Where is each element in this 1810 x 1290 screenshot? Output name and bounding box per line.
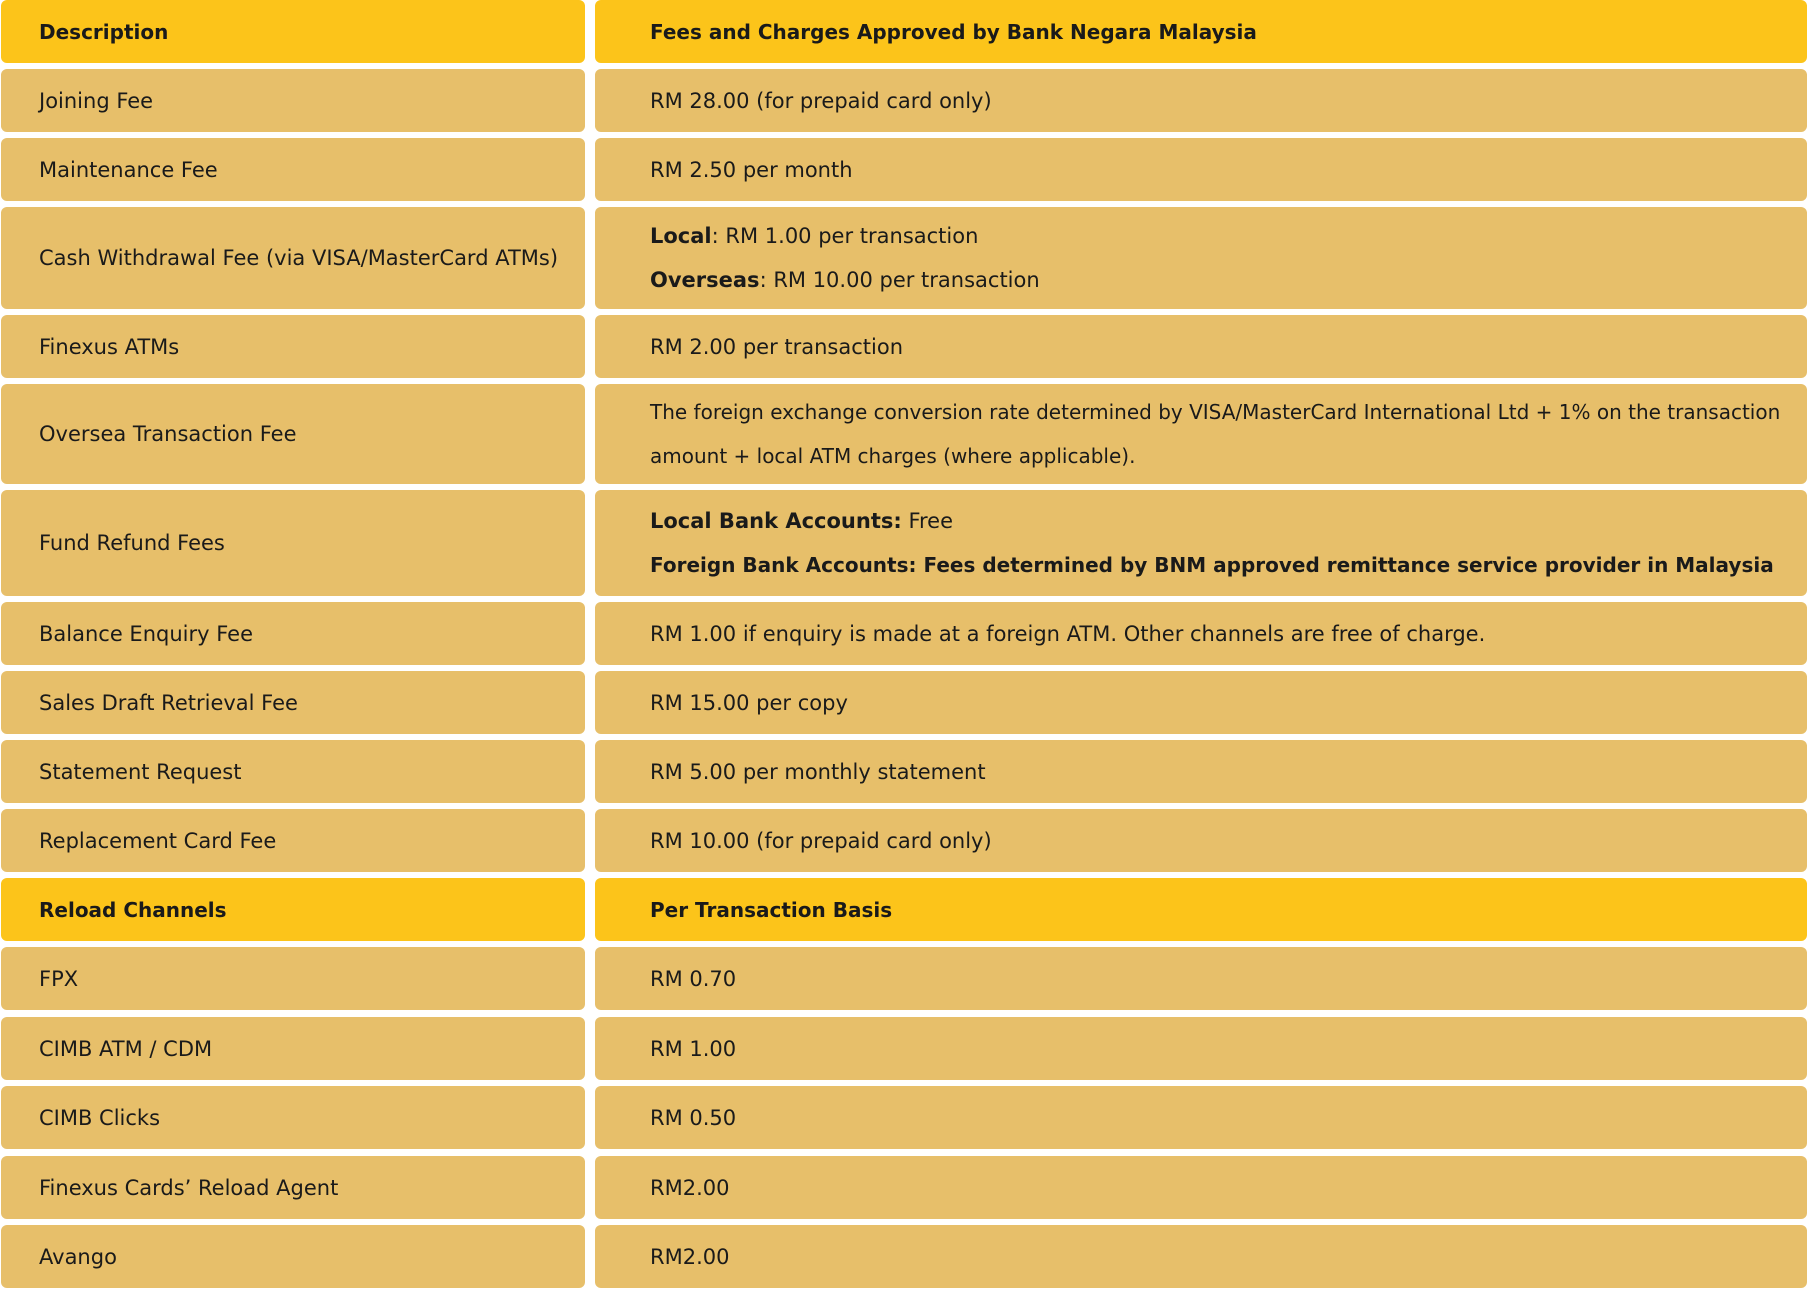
- joining-fee-value: RM 28.00 (for prepaid card only): [595, 69, 1807, 132]
- finexus-atms-label: Finexus ATMs: [1, 315, 585, 378]
- table-row: [0, 315, 1810, 378]
- balance-enquiry-fee-label: Balance Enquiry Fee: [1, 602, 585, 665]
- replacement-card-fee-label: Replacement Card Fee: [1, 809, 585, 872]
- cimb-clicks-label: CIMB Clicks: [1, 1086, 585, 1149]
- cimb-atm-cdm-label: CIMB ATM / CDM: [1, 1017, 585, 1080]
- fpx-value: RM 0.70: [595, 947, 1807, 1010]
- replacement-card-fee-value: RM 10.00 (for prepaid card only): [595, 809, 1807, 872]
- reload-agent-value: RM2.00: [595, 1156, 1807, 1219]
- description-header: Description: [1, 0, 585, 63]
- oversea-transaction-fee-label: Oversea Transaction Fee: [1, 384, 585, 484]
- overseas-label: Overseas: [650, 268, 760, 292]
- local-label: Local: [650, 224, 712, 248]
- finexus-atms-value: RM 2.00 per transaction: [595, 315, 1807, 378]
- reload-channels-header: Reload Channels: [1, 878, 585, 941]
- avango-label: Avango: [1, 1225, 585, 1288]
- table-row: [0, 671, 1810, 734]
- reload-agent-label: Finexus Cards’ Reload Agent: [1, 1156, 585, 1219]
- maintenance-fee-label: Maintenance Fee: [1, 138, 585, 201]
- fund-refund-fees-value: [595, 490, 1807, 596]
- table-row: [0, 490, 1810, 596]
- table-row: [0, 602, 1810, 665]
- local-value: : RM 1.00 per transaction: [711, 224, 979, 248]
- oversea-line-2: amount + local ATM charges (where applicable).: [650, 444, 1136, 468]
- local-bank-accounts-value: Free: [901, 509, 954, 533]
- table-row: [0, 1017, 1810, 1080]
- cash-withdrawal-fee-value: [595, 207, 1807, 309]
- table-row: [0, 69, 1810, 132]
- local-bank-accounts-label: Local Bank Accounts:: [650, 509, 902, 533]
- table-row: [0, 138, 1810, 201]
- avango-value: RM2.00: [595, 1225, 1807, 1288]
- table-row: [0, 740, 1810, 803]
- sales-draft-fee-label: Sales Draft Retrieval Fee: [1, 671, 585, 734]
- reload-header-row: [0, 878, 1810, 941]
- table-row: [0, 1086, 1810, 1149]
- fund-refund-fees-label: Fund Refund Fees: [1, 490, 585, 596]
- table-row: [0, 1225, 1810, 1288]
- table-row: [0, 809, 1810, 872]
- cimb-atm-cdm-value: RM 1.00: [595, 1017, 1807, 1080]
- table-row: [0, 1156, 1810, 1219]
- cash-withdrawal-fee-label: Cash Withdrawal Fee (via VISA/MasterCard ATMs): [1, 207, 585, 309]
- maintenance-fee-value: RM 2.50 per month: [595, 138, 1807, 201]
- oversea-transaction-fee-value: [595, 384, 1807, 484]
- foreign-bank-accounts-text: Foreign Bank Accounts: Fees determined by BNM approved remittance service provider in Malaysia: [650, 553, 1774, 577]
- joining-fee-label: Joining Fee: [1, 69, 585, 132]
- statement-request-label: Statement Request: [1, 740, 585, 803]
- table-row: [0, 207, 1810, 309]
- balance-enquiry-fee-value: RM 1.00 if enquiry is made at a foreign ATM. Other channels are free of charge.: [595, 602, 1807, 665]
- fees-header: Fees and Charges Approved by Bank Negara Malaysia: [595, 0, 1807, 63]
- table-row: [0, 384, 1810, 484]
- per-transaction-basis-header: Per Transaction Basis: [595, 878, 1807, 941]
- cimb-clicks-value: RM 0.50: [595, 1086, 1807, 1149]
- oversea-line-1: The foreign exchange conversion rate determined by VISA/MasterCard International Ltd + 1% on the transaction: [650, 400, 1781, 424]
- overseas-value: : RM 10.00 per transaction: [759, 268, 1040, 292]
- statement-request-value: RM 5.00 per monthly statement: [595, 740, 1807, 803]
- fees-header-row: [0, 0, 1810, 63]
- fpx-label: FPX: [1, 947, 585, 1010]
- sales-draft-fee-value: RM 15.00 per copy: [595, 671, 1807, 734]
- table-row: [0, 947, 1810, 1010]
